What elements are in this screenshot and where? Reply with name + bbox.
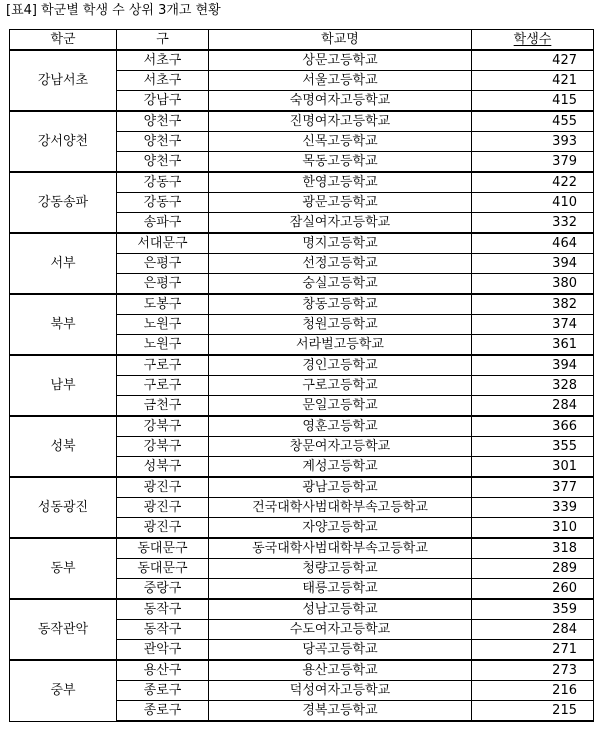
student-count-cell: 415 (472, 91, 594, 112)
gu-cell: 광진구 (117, 518, 209, 539)
student-count-cell: 284 (472, 396, 594, 417)
school-district-cell: 성동광진 (10, 477, 117, 538)
student-count-cell: 366 (472, 416, 594, 437)
student-count-cell: 421 (472, 71, 594, 91)
school-district-cell: 남부 (10, 355, 117, 416)
school-district-cell: 북부 (10, 294, 117, 355)
student-count-cell: 427 (472, 50, 594, 71)
school-name-cell: 신목고등학교 (209, 132, 472, 152)
student-count-cell: 318 (472, 538, 594, 559)
school-name-cell: 목동고등학교 (209, 152, 472, 173)
gu-cell: 용산구 (117, 660, 209, 681)
table-row (10, 416, 594, 437)
table-row (10, 355, 594, 376)
student-count-cell: 328 (472, 376, 594, 396)
school-stats-table (9, 29, 594, 722)
gu-cell: 서초구 (117, 71, 209, 91)
gu-cell: 노원구 (117, 315, 209, 335)
school-district-cell: 강서양천 (10, 111, 117, 172)
gu-cell: 종로구 (117, 681, 209, 701)
school-name-cell: 성남고등학교 (209, 599, 472, 620)
student-count-cell: 215 (472, 701, 594, 722)
header-gu: 구 (117, 30, 209, 51)
table-row (10, 172, 594, 193)
header-row (10, 30, 594, 51)
gu-cell: 동작구 (117, 620, 209, 640)
school-name-cell: 창문여자고등학교 (209, 437, 472, 457)
table-caption: [표4] 학군별 학생 수 상위 3개고 현황 (6, 3, 221, 18)
table-row (10, 294, 594, 315)
school-name-cell: 서라벌고등학교 (209, 335, 472, 356)
gu-cell: 양천구 (117, 152, 209, 173)
header-school-name: 학교명 (209, 30, 472, 51)
school-name-cell: 광남고등학교 (209, 477, 472, 498)
table-row (10, 477, 594, 498)
student-count-cell: 260 (472, 579, 594, 600)
student-count-cell: 374 (472, 315, 594, 335)
gu-cell: 금천구 (117, 396, 209, 417)
student-count-cell: 380 (472, 274, 594, 295)
student-count-cell: 216 (472, 681, 594, 701)
gu-cell: 노원구 (117, 335, 209, 356)
school-name-cell: 덕성여자고등학교 (209, 681, 472, 701)
school-name-cell: 진명여자고등학교 (209, 111, 472, 132)
student-count-cell: 301 (472, 457, 594, 478)
student-count-cell: 377 (472, 477, 594, 498)
student-count-cell: 271 (472, 640, 594, 661)
gu-cell: 종로구 (117, 701, 209, 722)
student-count-cell: 361 (472, 335, 594, 356)
gu-cell: 동대문구 (117, 559, 209, 579)
school-name-cell: 문일고등학교 (209, 396, 472, 417)
gu-cell: 구로구 (117, 355, 209, 376)
school-district-cell: 성북 (10, 416, 117, 477)
gu-cell: 관악구 (117, 640, 209, 661)
gu-cell: 광진구 (117, 498, 209, 518)
student-count-cell: 394 (472, 254, 594, 274)
student-count-cell: 393 (472, 132, 594, 152)
header-student-count-label: 학생수 (513, 32, 552, 47)
gu-cell: 강북구 (117, 416, 209, 437)
school-name-cell: 서울고등학교 (209, 71, 472, 91)
school-name-cell: 잠실여자고등학교 (209, 213, 472, 234)
header-student-count (472, 30, 594, 51)
student-count-cell: 359 (472, 599, 594, 620)
student-count-cell: 332 (472, 213, 594, 234)
table-row (10, 111, 594, 132)
gu-cell: 은평구 (117, 254, 209, 274)
student-count-cell: 379 (472, 152, 594, 173)
student-count-cell: 310 (472, 518, 594, 539)
table-row (10, 538, 594, 559)
school-name-cell: 경인고등학교 (209, 355, 472, 376)
student-count-cell: 422 (472, 172, 594, 193)
school-name-cell: 창동고등학교 (209, 294, 472, 315)
school-name-cell: 자양고등학교 (209, 518, 472, 539)
gu-cell: 동작구 (117, 599, 209, 620)
gu-cell: 도봉구 (117, 294, 209, 315)
school-name-cell: 한영고등학교 (209, 172, 472, 193)
gu-cell: 서대문구 (117, 233, 209, 254)
student-count-cell: 273 (472, 660, 594, 681)
school-name-cell: 청원고등학교 (209, 315, 472, 335)
gu-cell: 강북구 (117, 437, 209, 457)
school-name-cell: 선정고등학교 (209, 254, 472, 274)
gu-cell: 구로구 (117, 376, 209, 396)
school-name-cell: 태릉고등학교 (209, 579, 472, 600)
table-body (10, 50, 594, 721)
gu-cell: 서초구 (117, 50, 209, 71)
school-name-cell: 명지고등학교 (209, 233, 472, 254)
gu-cell: 양천구 (117, 132, 209, 152)
school-name-cell: 경복고등학교 (209, 701, 472, 722)
student-count-cell: 289 (472, 559, 594, 579)
student-count-cell: 455 (472, 111, 594, 132)
school-district-cell: 동부 (10, 538, 117, 599)
gu-cell: 강남구 (117, 91, 209, 112)
school-name-cell: 구로고등학교 (209, 376, 472, 396)
student-count-cell: 339 (472, 498, 594, 518)
gu-cell: 광진구 (117, 477, 209, 498)
school-district-cell: 중부 (10, 660, 117, 721)
school-name-cell: 건국대학사범대학부속고등학교 (209, 498, 472, 518)
school-name-cell: 동국대학사범대학부속고등학교 (209, 538, 472, 559)
student-count-cell: 355 (472, 437, 594, 457)
school-name-cell: 숙명여자고등학교 (209, 91, 472, 112)
school-district-cell: 강동송파 (10, 172, 117, 233)
student-count-cell: 464 (472, 233, 594, 254)
gu-cell: 강동구 (117, 193, 209, 213)
table-row (10, 599, 594, 620)
gu-cell: 중랑구 (117, 579, 209, 600)
header-school-district: 학군 (10, 30, 117, 51)
gu-cell: 송파구 (117, 213, 209, 234)
student-count-cell: 410 (472, 193, 594, 213)
gu-cell: 강동구 (117, 172, 209, 193)
school-name-cell: 숭실고등학교 (209, 274, 472, 295)
school-district-cell: 서부 (10, 233, 117, 294)
school-name-cell: 광문고등학교 (209, 193, 472, 213)
student-count-cell: 382 (472, 294, 594, 315)
school-name-cell: 영훈고등학교 (209, 416, 472, 437)
gu-cell: 은평구 (117, 274, 209, 295)
student-count-cell: 394 (472, 355, 594, 376)
school-name-cell: 청량고등학교 (209, 559, 472, 579)
school-district-cell: 동작관악 (10, 599, 117, 660)
school-district-cell: 강남서초 (10, 50, 117, 111)
gu-cell: 동대문구 (117, 538, 209, 559)
school-name-cell: 당곡고등학교 (209, 640, 472, 661)
school-name-cell: 용산고등학교 (209, 660, 472, 681)
school-name-cell: 상문고등학교 (209, 50, 472, 71)
school-name-cell: 수도여자고등학교 (209, 620, 472, 640)
table-row (10, 660, 594, 681)
gu-cell: 성북구 (117, 457, 209, 478)
table-row (10, 50, 594, 71)
table-row (10, 233, 594, 254)
school-name-cell: 계성고등학교 (209, 457, 472, 478)
student-count-cell: 284 (472, 620, 594, 640)
gu-cell: 양천구 (117, 111, 209, 132)
